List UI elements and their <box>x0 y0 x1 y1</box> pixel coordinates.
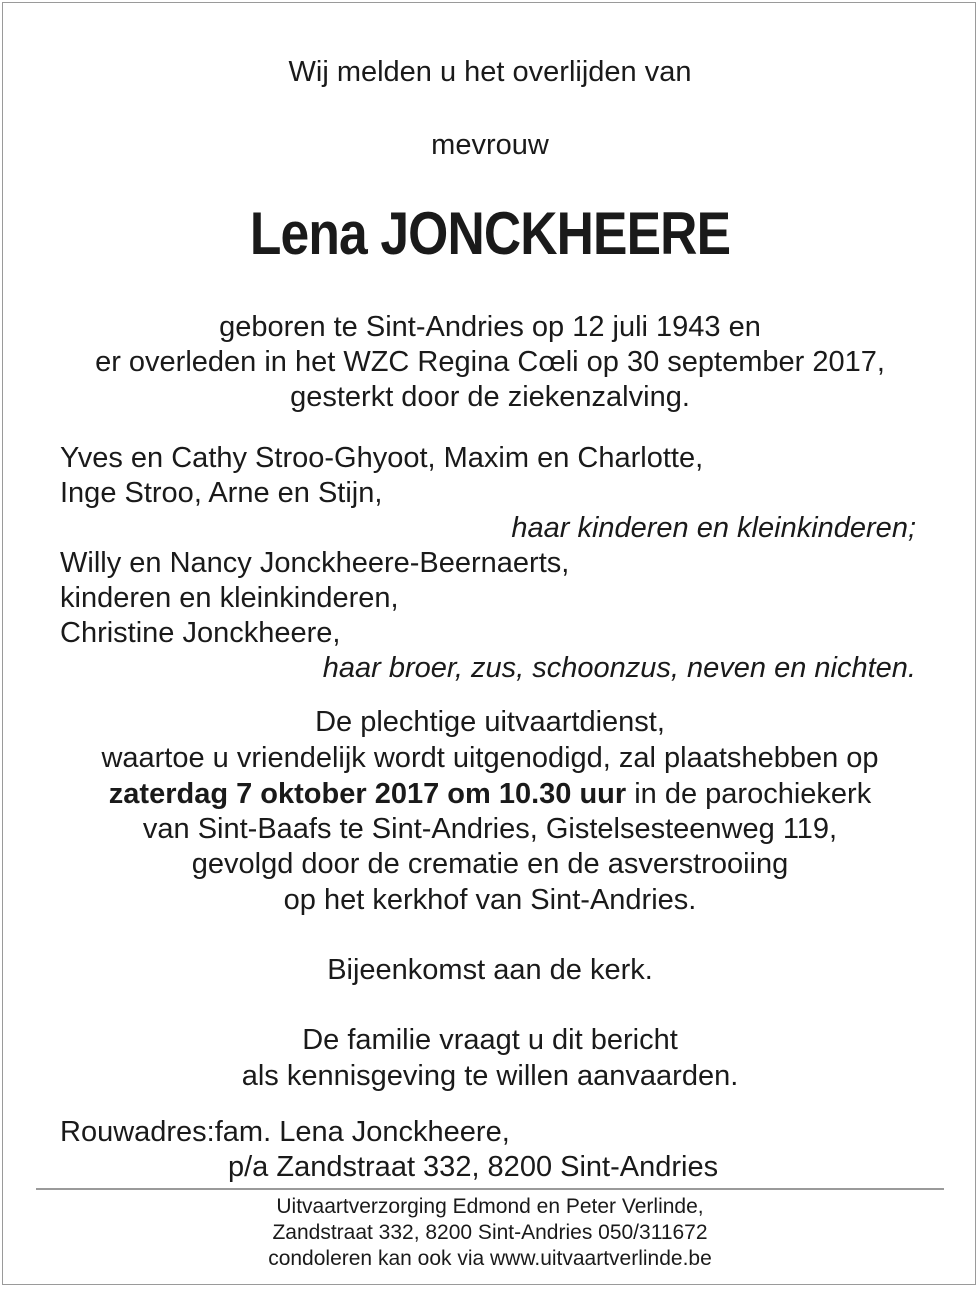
service-line-3 <box>0 776 980 812</box>
deceased-name: Lena JONCKHEERE <box>249 200 731 267</box>
service-location-start: in de parochiekerk <box>626 778 872 810</box>
birth-line: geboren te Sint-Andries op 12 juli 1943 en <box>219 311 761 343</box>
footer-line-2: Zandstraat 332, 8200 Sint-Andries 050/311672 <box>272 1221 708 1244</box>
service-date: zaterdag 7 oktober 2017 om 10.30 uur <box>108 778 627 810</box>
sacrament-line: gesterkt door de ziekenzalving. <box>290 381 690 413</box>
intro-text: Wij melden u het overlijden van <box>288 56 692 88</box>
gathering-text: Bijeenkomst aan de kerk. <box>327 954 653 986</box>
family-line-3: Willy en Nancy Jonckheere-Beernaerts, <box>60 547 570 579</box>
service-line-6: op het kerkhof van Sint-Andries. <box>283 884 697 916</box>
family-relation-1: haar kinderen en kleinkinderen; <box>511 512 916 544</box>
request-line-1: De familie vraagt u dit bericht <box>302 1024 678 1056</box>
footer-line-1: Uitvaartverzorging Edmond en Peter Verlinde, <box>276 1195 704 1218</box>
family-line-4: kinderen en kleinkinderen, <box>60 582 399 614</box>
service-line-4: van Sint-Baafs te Sint-Andries, Gistelsesteenweg 119, <box>142 813 838 845</box>
title-text: mevrouw <box>431 129 549 161</box>
service-line-1: De plechtige uitvaartdienst, <box>315 706 665 738</box>
footer-line-3: condoleren kan ook via www.uitvaartverlinde.be <box>268 1247 712 1270</box>
family-line-2: Inge Stroo, Arne en Stijn, <box>60 477 383 509</box>
footer-divider <box>36 1188 944 1190</box>
address-line-1: Rouwadres:fam. Lena Jonckheere, <box>60 1116 510 1148</box>
family-relation-2: haar broer, zus, schoonzus, neven en nichten. <box>322 652 916 684</box>
family-line-1: Yves en Cathy Stroo-Ghyoot, Maxim en Charlotte, <box>60 442 704 474</box>
service-line-2: waartoe u vriendelijk wordt uitgenodigd, zal plaatshebben op <box>101 742 879 774</box>
request-line-2: als kennisgeving te willen aanvaarden. <box>241 1060 739 1092</box>
family-line-5: Christine Jonckheere, <box>60 617 341 649</box>
death-line: er overleden in het WZC Regina Cœli op 30 september 2017, <box>95 346 885 378</box>
service-line-5: gevolgd door de crematie en de asverstrooiing <box>191 848 789 880</box>
address-line-2: p/a Zandstraat 332, 8200 Sint-Andries <box>228 1151 719 1183</box>
